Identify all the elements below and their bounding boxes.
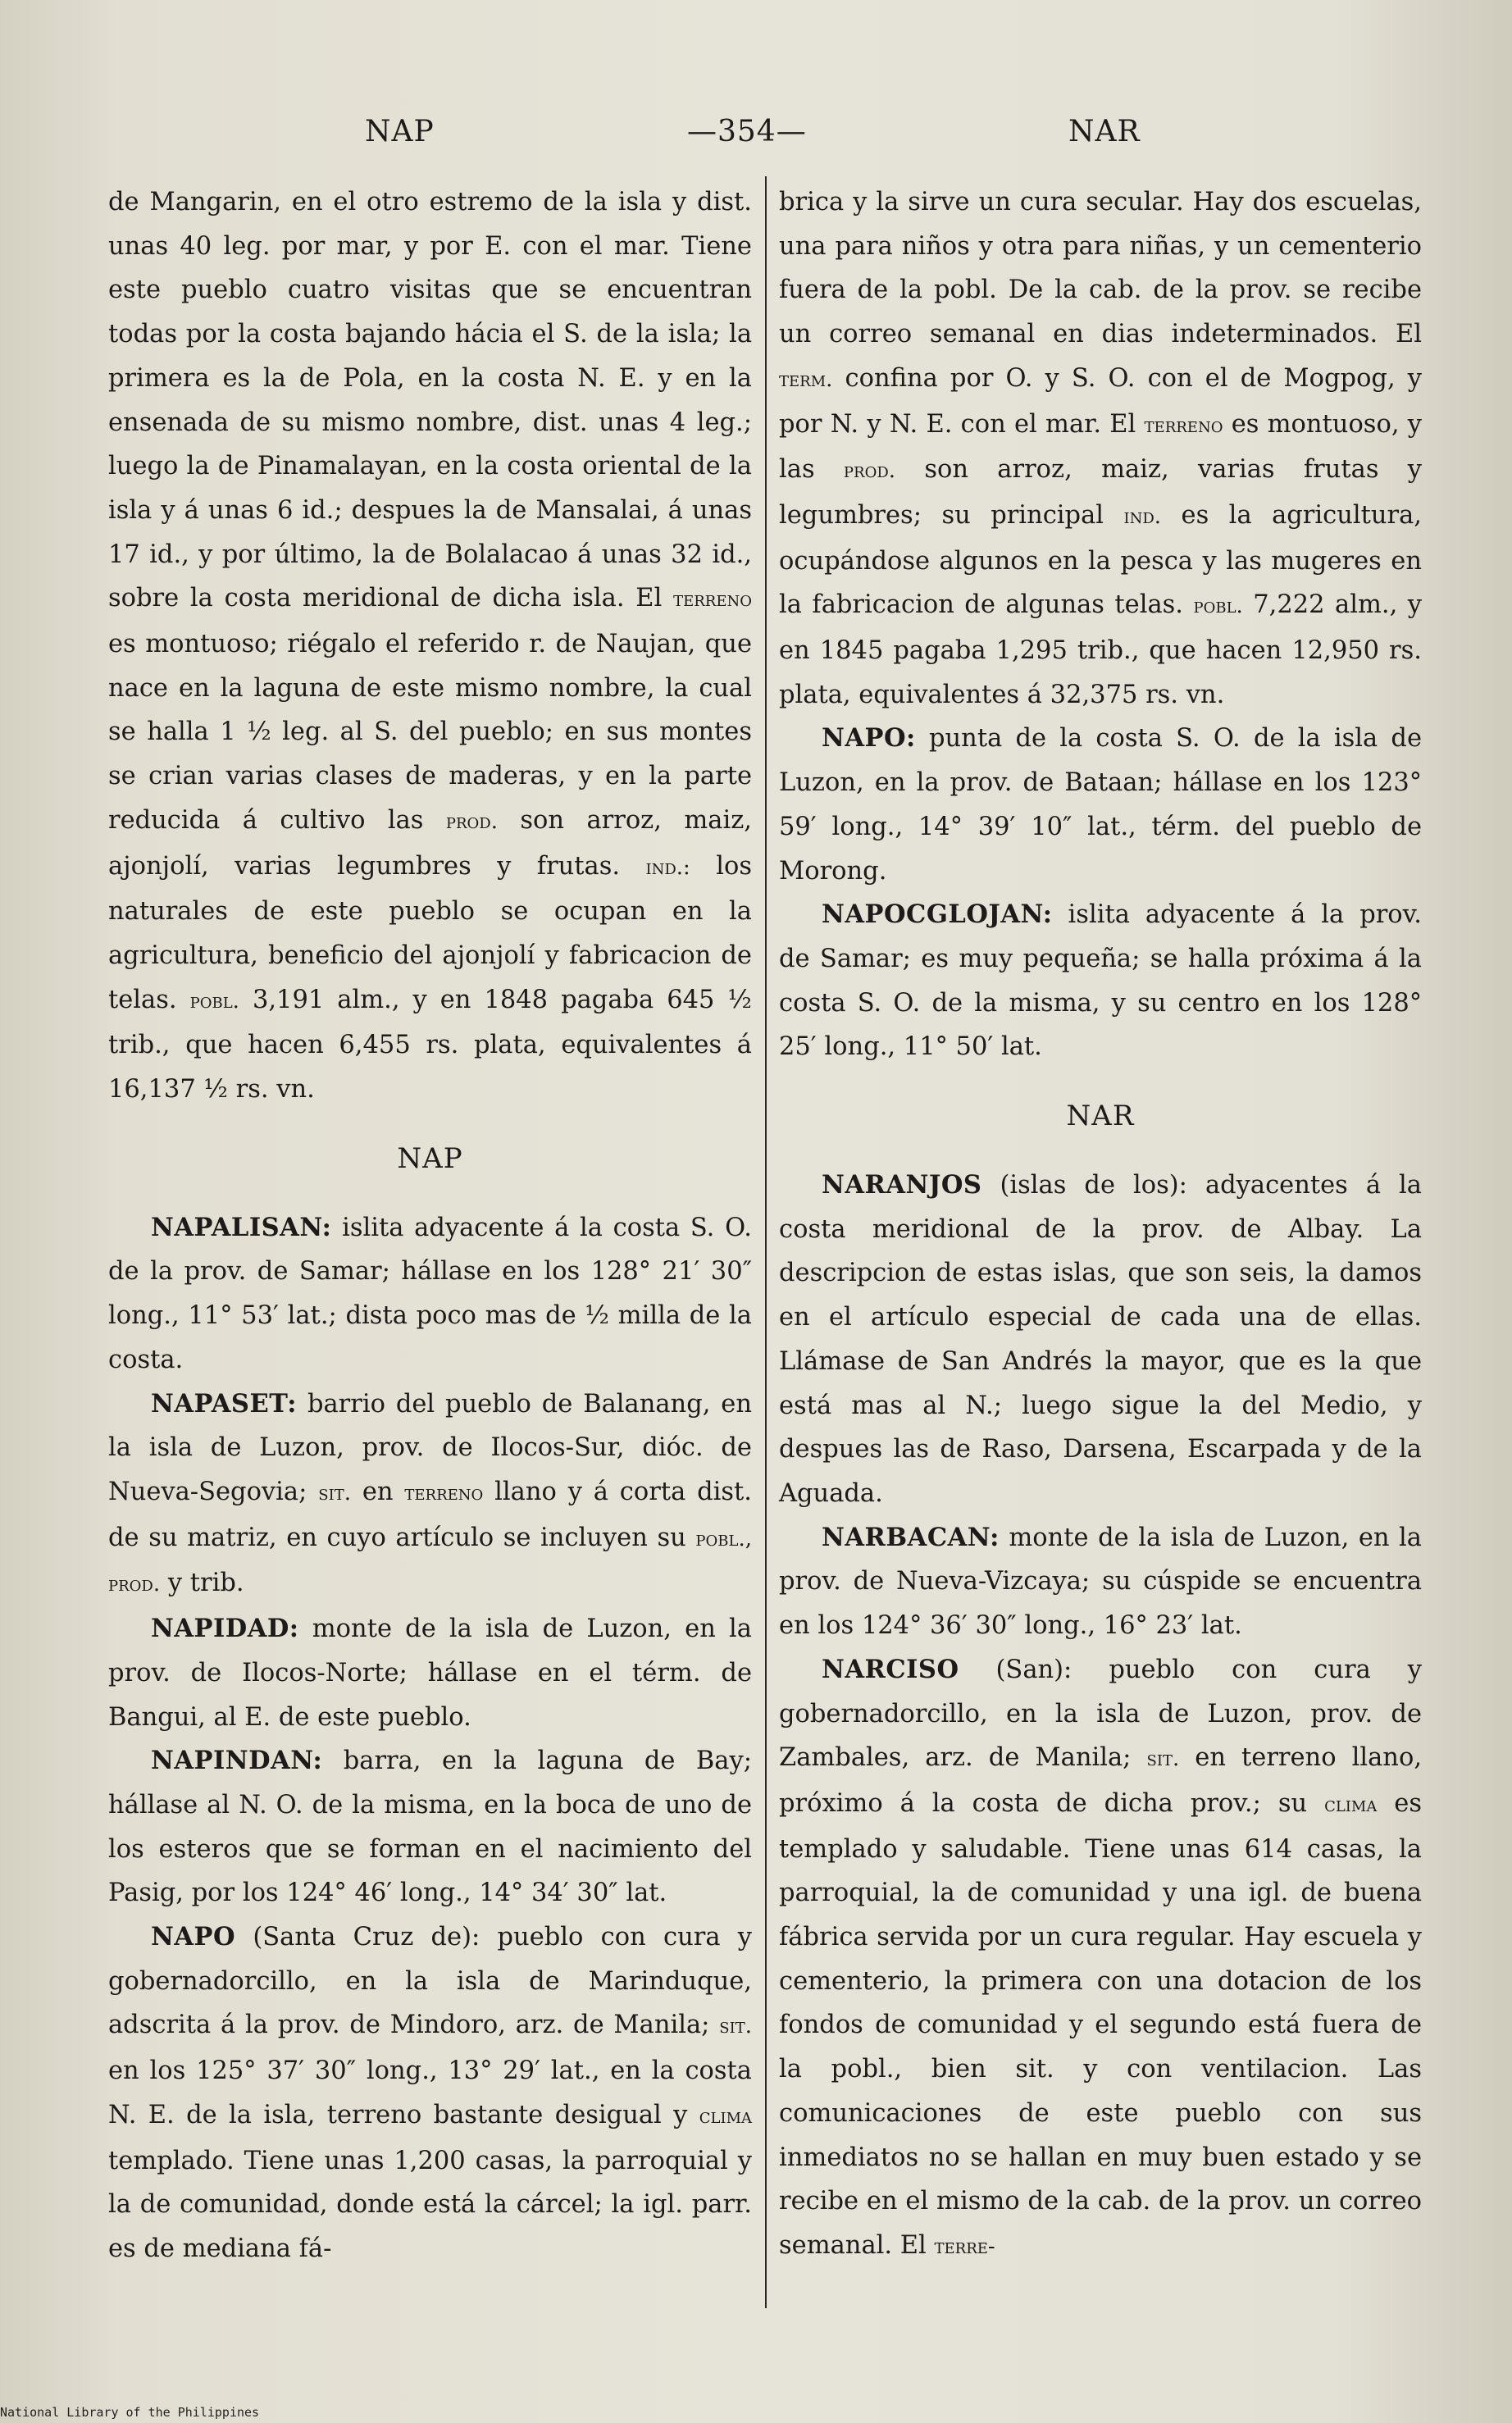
right-column (779, 180, 1422, 2270)
entry-napindan: NAPINDAN: barra, en la laguna de Bay; hállase al N. O. de la misma, en la boca de uno de los esteros que se forman en el nacimiento del Pasig, por los 124° 46′ long., 14° 34′ 30″ lat. (108, 1746, 752, 1908)
column-divider (765, 176, 767, 2308)
left-column (108, 180, 752, 2271)
section-heading-nap: NAP (397, 1141, 463, 1175)
entry-napalisan: NAPALISAN: islita adyacente á la costa S. O. de la prov. de Samar; hállase en los 128° 21′ 30″ long., 11° 53′ lat.; dista poco mas de ½ milla de la costa. (108, 1212, 752, 1374)
entry-headword: NARANJOS (822, 1170, 982, 1200)
running-head-right: NAR (1068, 115, 1141, 148)
entry-headword: NARBACAN: (822, 1522, 1000, 1552)
entry-napocglojan: NAPOCGLOJAN: islita adyacente á la prov. de Samar; es muy pequeña; se halla próxima á la costa S. O. de la misma, y su centro en los 128° 25′ long., 11° 50′ lat. (779, 900, 1422, 1062)
running-head-left: NAP (365, 115, 435, 148)
entry-narciso: NARCISO (San): pueblo con cura y gobernadorcillo, en la isla de Luzon, prov. de Zambales, arz. de Manila; sit. en terreno llano, próximo á la costa de dicha prov.; su clima es templado y saludable. Tiene unas 614 casas, la parroquial, la de comunidad y una igl. de buena fábrica servida por un cura regular. Hay escuela y cementerio, la primera con una dotacion de los fondos de comunidad y el segundo está fuera de la pobl., bien sit. y con ventilacion. Las comunicaciones de este pueblo con sus inmediatos no se hallan en muy buen estado y se recibe en el mismo de la cab. de la prov. un correo semanal. El terre- (779, 1654, 1423, 2260)
section-heading-nar: NAR (1066, 1100, 1135, 1133)
library-credit: National Library of the Philippines (0, 2405, 260, 2420)
entry-narbacan: NARBACAN: monte de la isla de Luzon, en la prov. de Nueva-Vizcaya; su cúspide se encuentra en los 124° 36′ 30″ long., 16° 23′ lat. (779, 1522, 1422, 1641)
entry-headword: NAPOCGLOJAN: (822, 900, 1053, 930)
page-number: —354— (687, 115, 807, 148)
entry-napo-santa-cruz: NAPO (Santa Cruz de): pueblo con cura y gobernadorcillo, en la isla de Marinduque, adscrita á la prov. de Mindoro, arz. de Manila; sit. en los 125° 37′ 30″ long., 13° 29′ lat., en la costa N. E. de la isla, terreno bastante desigual y clima templado. Tiene unas 1,200 casas, la parroquial y la de comunidad, donde está la cárcel; la igl. parr. es de mediana fá- (108, 1922, 752, 2263)
entry-headword: NAPO: (822, 723, 916, 754)
entry-napo-punta: NAPO: punta de la costa S. O. de la isla de Luzon, en la prov. de Bataan; hállase en los 123° 59′ long., 14° 39′ 10″ lat., térm. del pueblo de Morong. (779, 723, 1422, 886)
entry-headword: NAPALISAN: (151, 1212, 332, 1242)
running-head (0, 115, 1512, 164)
entry-headword: NAPINDAN: (151, 1746, 323, 1776)
entry-naranjos: NARANJOS (islas de los): adyacentes á la costa meridional de la prov. de Albay. La descripcion de estas islas, que son seis, la damos en el artículo especial de cada una de ellas. Llámase de San Andrés la mayor, que es la que está mas al N.; luego sigue la del Medio, y despues las de Raso, Darsena, Escarpada y de la Aguada. (779, 1170, 1422, 1508)
paragraph-napo-continuation: brica y la sirve un cura secular. Hay dos escuelas, una para niños y otra para niñas, y un cementerio fuera de la pobl. De la cab. de la prov. se recibe un correo semanal en dias indeterminados. El term. confina por O. y S. O. con el de Mogpog, y por N. y N. E. con el mar. El terreno es montuoso, y las prod. son arroz, maiz, varias frutas y legumbres; su principal ind. es la agricultura, ocupándose algunos en la pesca y las mugeres en la fabricacion de algunas telas. pobl. 7,222 alm., y en 1845 pagaba 1,295 trib., que hacen 12,950 rs. plata, equivalentes á 32,375 rs. vn. (779, 188, 1423, 709)
entry-napidad: NAPIDAD: monte de la isla de Luzon, en la prov. de Ilocos-Norte; hállase en el térm. de Bangui, al E. de este pueblo. (108, 1614, 752, 1732)
entry-headword: NAPASET: (151, 1388, 298, 1419)
entry-headword: NAPO (151, 1922, 236, 1952)
entry-headword: NAPIDAD: (151, 1614, 299, 1644)
entry-headword: NARCISO (822, 1654, 959, 1684)
entry-napaset: NAPASET: barrio del pueblo de Balanang, en la isla de Luzon, prov. de Ilocos-Sur, dióc. de Nueva-Segovia; sit. en terreno llano y á corta dist. de su matriz, en cuyo artículo se incluyen su pobl., prod. y trib. (108, 1388, 753, 1598)
paragraph-naujan-continuation: de Mangarin, en el otro estremo de la isla y dist. unas 40 leg. por mar, y por E. con el mar. Tiene este pueblo cuatro visitas que se encuentran todas por la costa bajando hácia el S. de la isla; la primera es la de Pola, en la costa N. E. y en la ensenada de su mismo nombre, dist. unas 4 leg.; luego la de Pinamalayan, en la costa oriental de la isla y á unas 6 id.; despues la de Mansalai, á unas 17 id., y por último, la de Bolalacao á unas 32 id., sobre la costa meridional de dicha isla. El terreno es montuoso; riégalo el referido r. de Naujan, que nace en la laguna de este mismo nombre, la cual se halla 1 ½ leg. al S. del pueblo; en sus montes se crian varias clases de maderas, y en la parte reducida á cultivo las prod. son arroz, maiz, ajonjolí, varias legumbres y frutas. ind.: los naturales de este pueblo se ocupan en la agricultura, beneficio del ajonjolí y fabricacion de telas. pobl. 3,191 alm., y en 1848 pagaba 645 ½ trib., que hacen 6,455 rs. plata, equivalentes á 16,137 ½ rs. vn. (108, 188, 752, 1104)
